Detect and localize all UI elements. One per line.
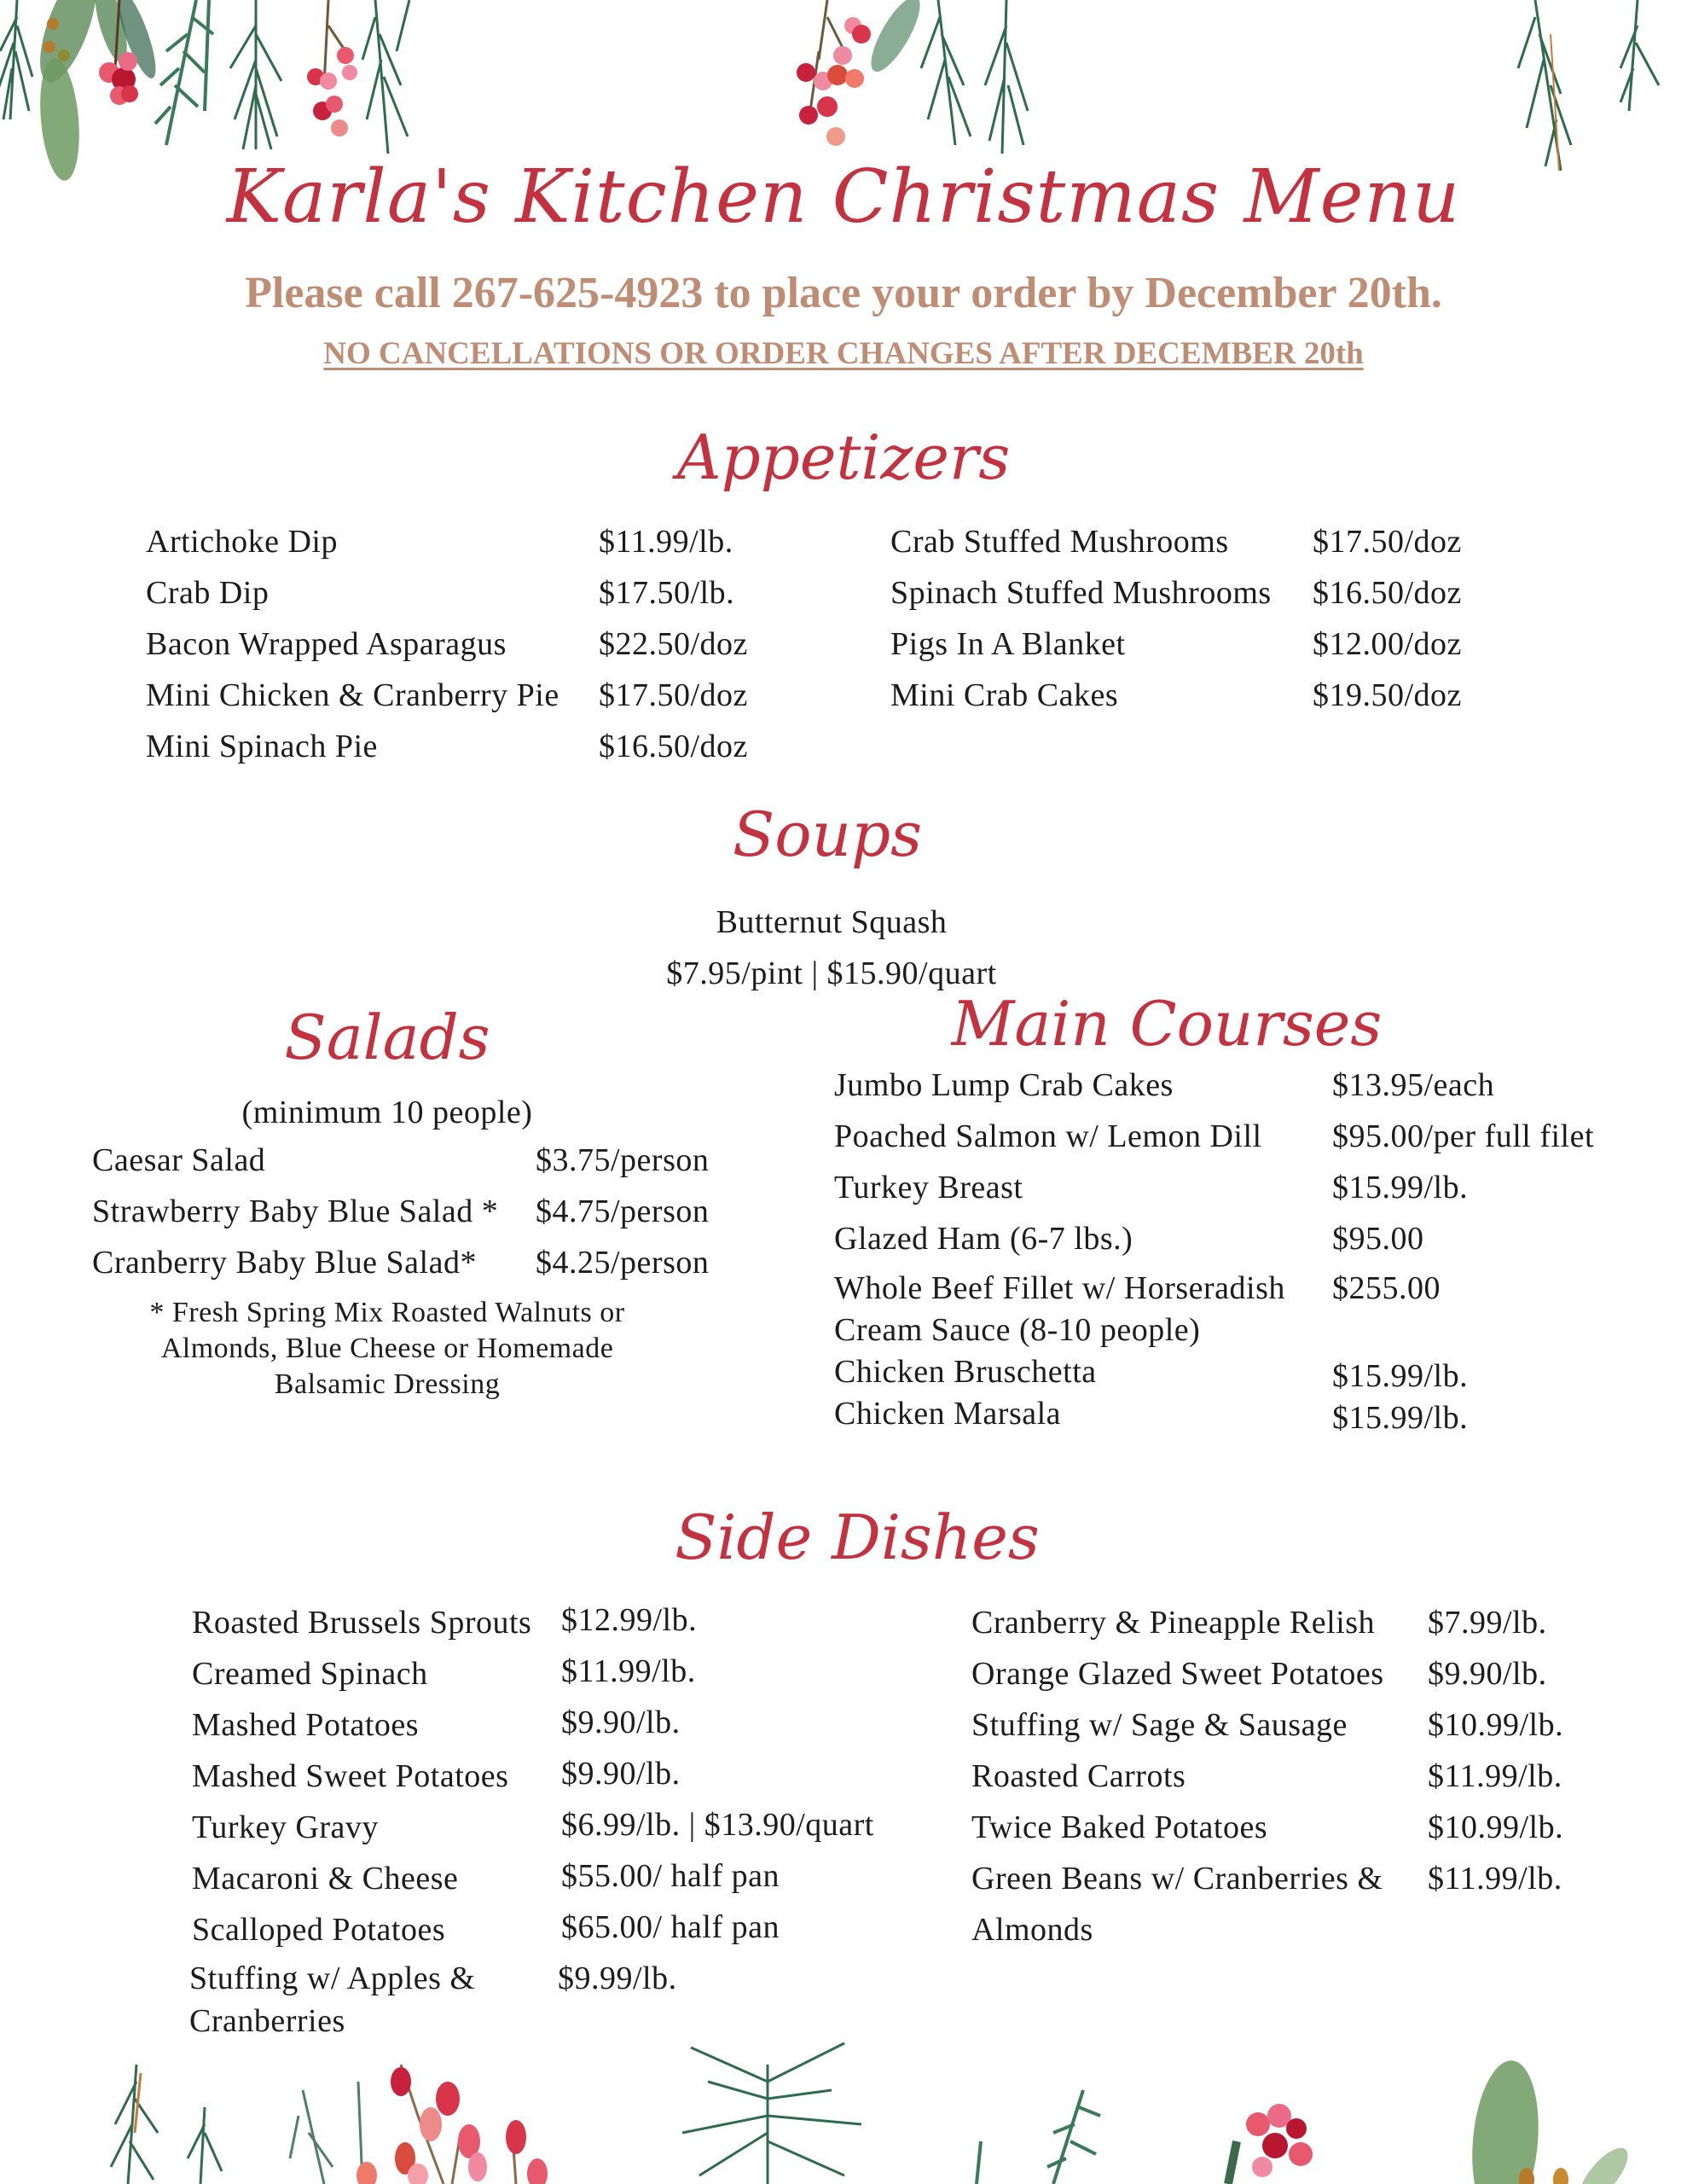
- menu-item-price: $15.99/lb.: [1332, 1358, 1469, 1394]
- menu-item-name: Whole Beef Fillet w/ Horseradish: [834, 1270, 1285, 1306]
- red-berries-icon: [1228, 2104, 1313, 2184]
- menu-item-name-continued: Cranberries: [189, 2003, 345, 2039]
- salads-heading: Salads: [284, 1002, 490, 1073]
- menu-item-name: Green Beans w/ Cranberries &: [971, 1861, 1383, 1896]
- menu-item-price: $15.99/lb.: [1332, 1400, 1469, 1436]
- red-berries-icon: [99, 0, 138, 105]
- menu-item-price: $3.75/person: [536, 1142, 710, 1178]
- menu-item-name: Mashed Potatoes: [192, 1707, 420, 1743]
- salads-footnote-line: * Fresh Spring Mix Roasted Walnuts or: [149, 1297, 625, 1328]
- menu-item-name: Mashed Sweet Potatoes: [192, 1758, 509, 1794]
- pine-branch-icon: [362, 0, 409, 154]
- menu-item-price: $9.99/lb.: [558, 1960, 677, 1996]
- menu-item-price: $17.50/doz: [599, 677, 748, 713]
- red-berries-icon: [797, 0, 871, 146]
- menu-item-price: $15.99/lb.: [1332, 1170, 1469, 1205]
- menu-item-price: $17.50/lb.: [599, 575, 735, 611]
- salads-footnote-line: Almonds, Blue Cheese or Homemade: [160, 1333, 614, 1364]
- salads-footnote-line: Balsamic Dressing: [274, 1368, 501, 1400]
- menu-item-name: Pigs In A Blanket: [890, 626, 1126, 662]
- bottom-garland-decoration: [0, 2030, 1687, 2184]
- soups-heading: Soups: [732, 799, 923, 870]
- menu-item-price: $6.99/lb. | $13.90/quart: [561, 1807, 874, 1843]
- menu-item-price: $12.99/lb.: [561, 1602, 698, 1638]
- menu-item-price: $65.00/ half pan: [561, 1909, 780, 1945]
- menu-item-name-continued: Almonds: [971, 1912, 1093, 1948]
- menu-item-price: $19.50/doz: [1313, 677, 1462, 713]
- menu-item-price: $9.90/lb.: [561, 1756, 681, 1792]
- menu-item-name: Twice Baked Potatoes: [971, 1809, 1268, 1845]
- menu-item-name: Roasted Carrots: [971, 1758, 1186, 1794]
- menu-item-price: $11.99/lb.: [599, 524, 733, 560]
- menu-item-name: Chicken Marsala: [834, 1396, 1062, 1432]
- appetizers-heading: Appetizers: [676, 421, 1011, 493]
- order-instructions: Please call 267-625-4923 to place your order by December 20th.: [245, 269, 1442, 317]
- menu-item-name: Jumbo Lump Crab Cakes: [834, 1067, 1174, 1103]
- menu-item-name-continued: Cream Sauce (8-10 people): [834, 1312, 1201, 1348]
- eucalyptus-leaf-icon: [862, 0, 929, 78]
- menu-title: Karla's Kitchen Christmas Menu: [226, 154, 1461, 240]
- pine-branch-icon: [1620, 0, 1659, 111]
- menu-item-name: Orange Glazed Sweet Potatoes: [971, 1656, 1384, 1692]
- pine-branch-icon: [111, 2065, 222, 2184]
- menu-item-price: $16.50/doz: [599, 729, 748, 764]
- menu-item-name: Mini Chicken & Cranberry Pie: [146, 677, 559, 713]
- menu-item-name: Creamed Spinach: [192, 1656, 428, 1692]
- menu-item-name: Caesar Salad: [92, 1142, 266, 1178]
- pine-branch-icon: [1518, 0, 1571, 171]
- menu-item-name: Turkey Gravy: [192, 1809, 379, 1845]
- soup-price: $7.95/pint | $15.90/quart: [666, 956, 997, 991]
- side-dishes-heading: Side Dishes: [675, 1502, 1040, 1573]
- menu-item-price: $10.99/lb.: [1428, 1707, 1564, 1743]
- pine-branch-icon: [290, 2082, 362, 2184]
- menu-item-name: Bacon Wrapped Asparagus: [146, 626, 507, 662]
- menu-item-price: $17.50/doz: [1313, 524, 1462, 560]
- eucalyptus-leaf-icon: [1466, 2058, 1636, 2184]
- menu-item-price: $7.99/lb.: [1428, 1605, 1547, 1641]
- menu-item-name: Poached Salmon w/ Lemon Dill: [834, 1118, 1262, 1154]
- salads-minimum-note: (minimum 10 people): [241, 1095, 533, 1130]
- pine-branch-icon: [921, 0, 971, 145]
- red-berries-icon: [357, 2065, 548, 2184]
- menu-item-price: $11.99/lb.: [1428, 1861, 1562, 1896]
- menu-item-price: $255.00: [1332, 1270, 1441, 1306]
- menu-item-name: Crab Dip: [146, 575, 270, 611]
- menu-item-price: $95.00: [1332, 1221, 1424, 1257]
- soup-name: Butternut Squash: [716, 904, 948, 940]
- menu-item-price: $4.25/person: [536, 1245, 710, 1281]
- cancellation-notice: [0, 338, 1687, 369]
- menu-item-price: $13.95/each: [1332, 1067, 1495, 1103]
- menu-item-price: $95.00/per full filet: [1332, 1118, 1595, 1154]
- red-berries-icon: [307, 0, 357, 136]
- menu-item-name: Mini Spinach Pie: [146, 729, 378, 764]
- eucalyptus-leaf-icon: [29, 0, 164, 183]
- menu-item-name: Roasted Brussels Sprouts: [192, 1605, 532, 1641]
- menu-item-price: $4.75/person: [536, 1194, 710, 1229]
- menu-item-name: Cranberry Baby Blue Salad*: [92, 1245, 477, 1281]
- menu-item-name: Spinach Stuffed Mushrooms: [890, 575, 1272, 611]
- main-courses-heading: Main Courses: [951, 988, 1383, 1060]
- menu-item-name: Crab Stuffed Mushrooms: [890, 524, 1229, 560]
- menu-item-name: Scalloped Potatoes: [192, 1912, 446, 1948]
- cancellation-notice-text: NO CANCELLATIONS OR ORDER CHANGES AFTER DECEMBER 20th: [323, 336, 1364, 371]
- pine-needles-icon: [682, 2043, 861, 2184]
- menu-item-name: Strawberry Baby Blue Salad *: [92, 1194, 499, 1229]
- menu-item-name: Stuffing w/ Apples &: [189, 1960, 476, 1996]
- pine-branch-icon: [0, 0, 32, 119]
- menu-item-name: Stuffing w/ Sage & Sausage: [971, 1707, 1348, 1743]
- pine-branch-icon: [155, 0, 213, 145]
- pine-needles-icon: [230, 0, 281, 149]
- menu-item-price: $11.99/lb.: [561, 1653, 696, 1689]
- pine-branch-icon: [977, 2090, 1100, 2184]
- menu-item-price: $11.99/lb.: [1428, 1758, 1562, 1794]
- menu-item-price: $55.00/ half pan: [561, 1858, 780, 1894]
- menu-item-name: Glazed Ham (6-7 lbs.): [834, 1221, 1133, 1257]
- menu-item-price: $16.50/doz: [1313, 575, 1462, 611]
- pine-branch-icon: [985, 0, 1028, 154]
- menu-item-name: Mini Crab Cakes: [890, 677, 1119, 713]
- menu-item-price: $12.00/doz: [1313, 626, 1462, 662]
- menu-item-name: Cranberry & Pineapple Relish: [971, 1605, 1376, 1641]
- menu-item-price: $22.50/doz: [599, 626, 748, 662]
- menu-item-name: Turkey Breast: [834, 1170, 1023, 1205]
- menu-item-name: Macaroni & Cheese: [192, 1861, 459, 1896]
- menu-item-price: $10.99/lb.: [1428, 1809, 1564, 1845]
- menu-item-name: Artichoke Dip: [146, 524, 338, 560]
- menu-item-price: $9.90/lb.: [561, 1705, 681, 1740]
- menu-item-price: $9.90/lb.: [1428, 1656, 1547, 1692]
- menu-item-name: Chicken Bruschetta: [834, 1354, 1097, 1390]
